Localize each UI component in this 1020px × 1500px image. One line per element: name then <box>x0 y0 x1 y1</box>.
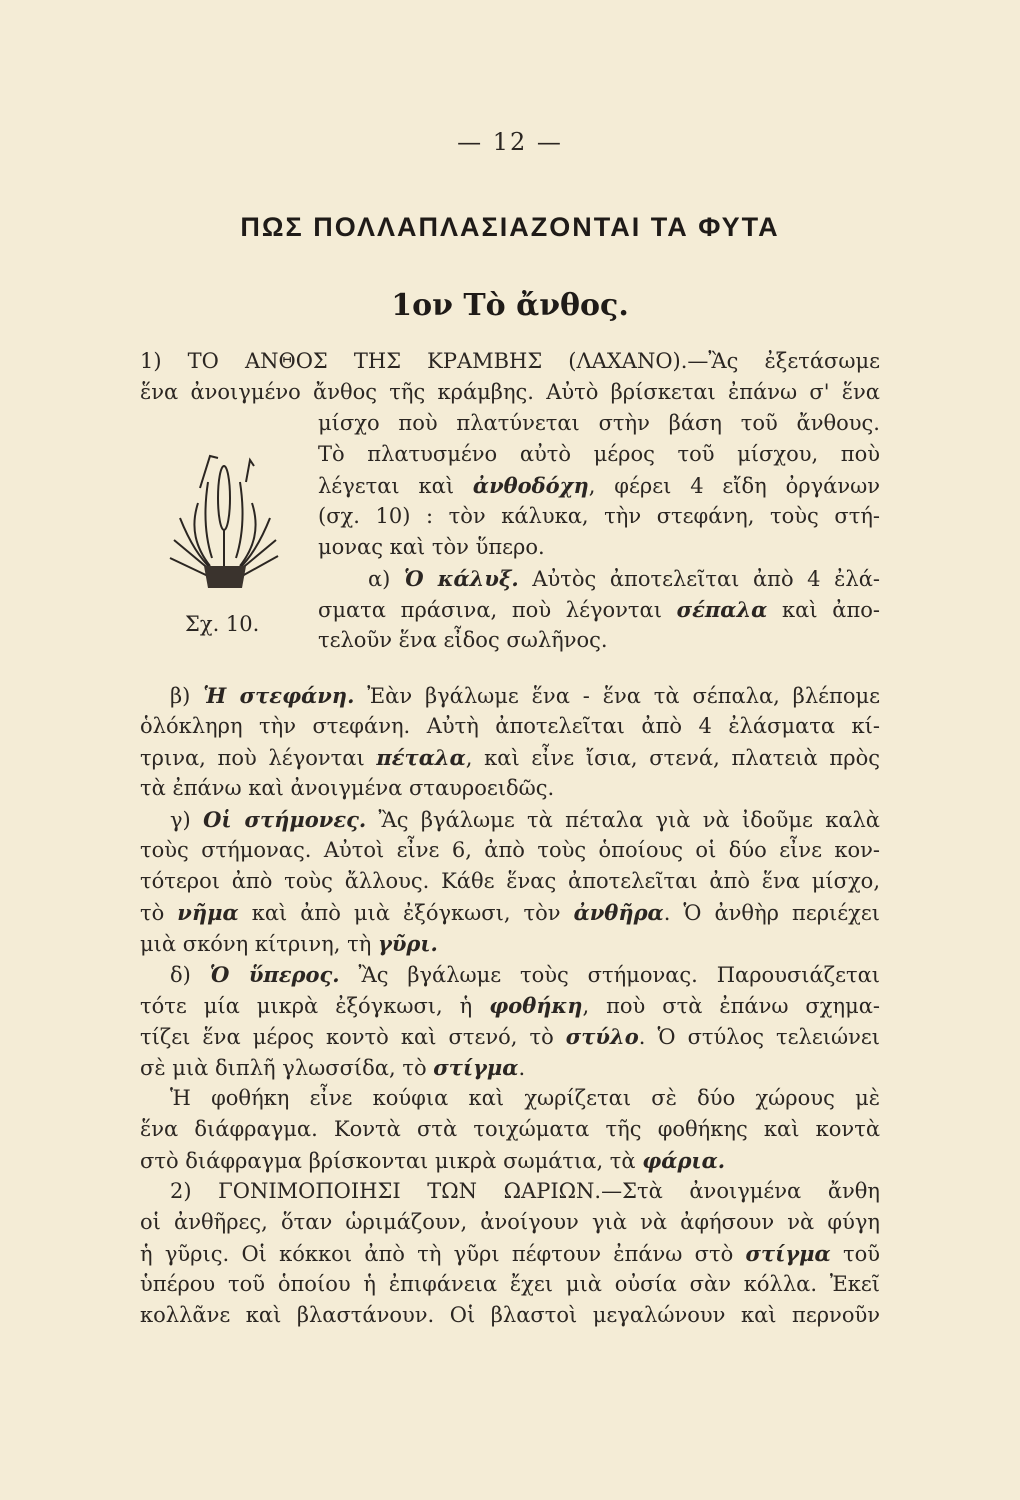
text-line: μιὰ σκόνη κίτρινη, τὴ γῦρι. <box>140 931 438 956</box>
term-stigma-2: στίγμα <box>745 1241 831 1266</box>
text-line: οἱ ἀνθῆρες, ὅταν ὡριμάζουν, ἀνοίγουν γιὰ νὰ ἀφήσουν νὰ φύγη <box>140 1210 880 1234</box>
text-line: β) Ἡ στεφάνη. Ἐὰν βγάλωμε ἕνα - ἕνα τὰ σέπαλα, βλέπομε <box>170 683 880 708</box>
term-petala: πέταλα <box>376 745 466 770</box>
text-line: ἕνα διάφραγμα. Κοντὰ στὰ τοιχώματα τῆς φοθήκης καὶ κοντὰ <box>140 1117 880 1141</box>
term-stylos: στύλο <box>565 1024 639 1049</box>
text-line: 1) ΤΟ ΑΝΘΟΣ ΤΗΣ ΚΡΑΜΒΗΣ (ΛΑΧΑΝΟ).—Ἂς ἐξετάσωμε <box>140 349 880 373</box>
text-line: μονας καὶ τὸν ὕπερο. <box>318 535 545 559</box>
text-line: ἕνα ἀνοιγμένο ἄνθος τῆς κράμβης. Αὐτὸ βρίσκεται ἐπάνω σ' ἕνα <box>140 380 880 404</box>
term-nima: νῆμα <box>177 900 239 925</box>
text-line: τότε μία μικρὰ ἐξόγκωσι, ἡ φοθήκη, ποὺ στὰ ἐπάνω σχημα- <box>140 993 880 1018</box>
text-line: τελοῦν ἕνα εἶδος σωλῆνος. <box>318 628 608 652</box>
term-yperos: Ὁ ὕπερος. <box>209 962 340 987</box>
body-text <box>140 680 880 1331</box>
text-line: Τὸ πλατυσμένο αὐτὸ μέρος τοῦ μίσχου, ποὺ <box>318 442 880 466</box>
text-line: ἡ γῦρις. Οἱ κόκκοι ἀπὸ τὴ γῦρι πέφτουν ἐπάνω στὸ στίγμα τοῦ <box>140 1241 880 1266</box>
text-line: σματα πράσινα, ποὺ λέγονται σέπαλα καὶ ἀπο- <box>318 597 880 622</box>
figure-caption: Σχ. 10. <box>185 612 260 636</box>
text-line: ὁλόκληρη τὴν στεφάνη. Αὐτὴ ἀποτελεῖται ἀπὸ 4 ἐλάσματα κί- <box>140 714 880 738</box>
text-line: Ἡ φοθήκη εἶνε κούφια καὶ χωρίζεται σὲ δύο χώρους μὲ <box>170 1086 880 1110</box>
text-line: τίζει ἕνα μέρος κοντὸ καὶ στενό, τὸ στύλο. Ὁ στύλος τελειώνει <box>140 1024 880 1049</box>
text-line: τοὺς στήμονας. Αὐτοὶ εἶνε 6, ἀπὸ τοὺς ὁποίους οἱ δύο εἶνε κον- <box>140 838 880 862</box>
text-line: γ) Οἱ στήμονες. Ἂς βγάλωμε τὰ πέταλα γιὰ νὰ ἰδοῦμε καλὰ <box>170 807 880 832</box>
text-line: α) Ὁ κάλυξ. Αὐτὸς ἀποτελεῖται ἀπὸ 4 ἐλά- <box>368 566 880 591</box>
section-subtitle: 1ον Τὸ ἄνθος. <box>391 288 629 323</box>
text-line: τὰ ἐπάνω καὶ ἀνοιγμένα σταυροειδῶς. <box>140 776 555 800</box>
term-stefani: Ἡ στεφάνη. <box>203 683 355 708</box>
text-line: στὸ διάφραγμα βρίσκονται μικρὰ σωμάτια, τὰ φάρια. <box>140 1148 726 1173</box>
term-stimones: Οἱ στήμονες. <box>203 807 367 832</box>
text-line: τὸ νῆμα καὶ ἀπὸ μιὰ ἐξόγκωσι, τὸν ἀνθῆρα. Ὁ ἀνθὴρ περιέχει <box>140 900 880 925</box>
term-anthodochi: ἀνθοδόχη <box>472 473 589 498</box>
term-sepala: σέπαλα <box>676 597 768 622</box>
term-kalyx: Ὁ κάλυξ. <box>403 566 519 591</box>
wrapped-paragraph <box>318 408 880 656</box>
text-line: σὲ μιὰ διπλῆ γλωσσίδα, τὸ στίγμα. <box>140 1055 526 1080</box>
term-gyri: γῦρι. <box>378 931 438 956</box>
text-line: τρινα, ποὺ λέγονται πέταλα, καὶ εἶνε ἴσια, στενά, πλατειὰ πρὸς <box>140 745 880 770</box>
text-line: κολλᾶνε καὶ βλαστάνουν. Οἱ βλαστοὶ μεγαλώνουν καὶ περνοῦν <box>140 1303 880 1327</box>
text-line: μίσχο ποὺ πλατύνεται στὴν βάση τοῦ ἄνθους. <box>318 411 880 435</box>
term-faria: φάρια. <box>642 1148 726 1173</box>
page-number: — 12 — <box>457 128 563 156</box>
term-anthiras: ἀνθῆρα <box>573 900 664 925</box>
term-stigma: στίγμα <box>433 1055 519 1080</box>
text-line: δ) Ὁ ὕπερος. Ἂς βγάλωμε τοὺς στήμονας. Παρουσιάζεται <box>170 962 881 987</box>
chapter-title: ΠΩΣ ΠΟΛΛΑΠΛΑΣΙΑΖΟΝΤΑΙ ΤΑ ΦΥΤΑ <box>240 212 780 242</box>
text-line: (σχ. 10) : τὸν κάλυκα, τὴν στεφάνη, τοὺς στή- <box>318 504 880 528</box>
text-line: 2) ΓΟΝΙΜΟΠΟΙΗΣΙ ΤΩΝ ΩΑΡΙΩΝ.—Στὰ ἀνοιγμένα ἄνθη <box>170 1179 880 1203</box>
intro-paragraph <box>140 346 880 408</box>
text-line: λέγεται καὶ ἀνθοδόχη, φέρει 4 εἴδη ὀργάνων <box>318 473 880 498</box>
text-line: τότεροι ἀπὸ τοὺς ἄλλους. Κάθε ἕνας ἀποτελεῖται ἀπὸ ἕνα μίσχο, <box>140 869 880 893</box>
text-line: ὑπέρου τοῦ ὁποίου ἡ ἐπιφάνεια ἔχει μιὰ οὐσία σὰν κόλλα. Ἐκεῖ <box>140 1272 880 1296</box>
flower-diagram-figure <box>160 448 290 598</box>
term-fothiki: φοθήκη <box>489 993 583 1018</box>
